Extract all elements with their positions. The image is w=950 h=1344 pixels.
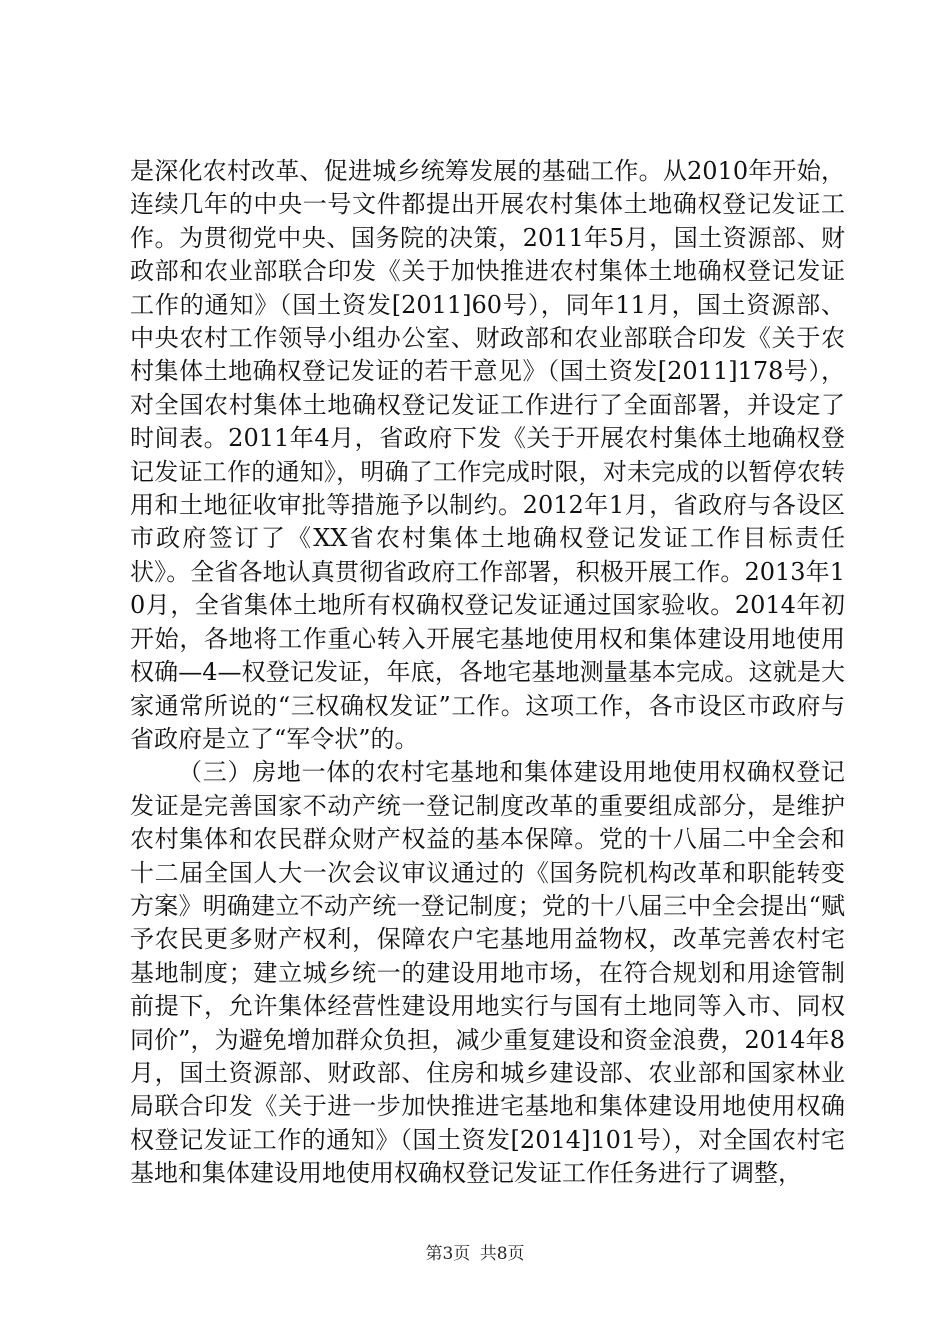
page-footer [0, 1243, 950, 1265]
paragraph-2: （三）房地一体的农村宅基地和集体建设用地使用权确权登记发证是完善国家不动产统一登记制度改革的重要组成部分，是维护农村集体和农民群众财产权益的基本保障。党的十八届二中全会和十二届全国人大一次会议审议通过的《国务院机构改革和职能转变方案》明确建立不动产统一登记制度；党的十八届三中全会提出“赋予农民更多财产权利，保障农户宅基地用益物权，改革完善农村宅基地制度；建立城乡统一的建设用地市场，在符合规划和用途管制前提下，允许集体经营性建设用地实行与国有土地同等入市、同权同价”，为避免增加群众负担，减少重复建设和资金浪费，2014年8月，国土资源部、财政部、住房和城乡建设部、农业部和国家林业局联合印发《关于进一步加快推进宅基地和集体建设用地使用权确权登记发证工作的通知》（国土资发[2014]101号），对全国农村宅基地和集体建设用地使用权确权登记发证工作任务进行了调整， [130, 758, 845, 1188]
document-body [130, 155, 845, 1191]
paragraph-1: 是深化农村改革、促进城乡统筹发展的基础工作。从2010年开始，连续几年的中央一号文件都提出开展农村集体土地确权登记发证工作。为贯彻党中央、国务院的决策，2011年5月，国土资源部、财政部和农业部联合印发《关于加快推进农村集体土地确权登记发证工作的通知》（国土资发[2011]60号），同年11月，国土资源部、中央农村工作领导小组办公室、财政部和农业部联合印发《关于农村集体土地确权登记发证的若干意见》（国土资发[2011]178号），对全国农村集体土地确权登记发证工作进行了全面部署，并设定了时间表。2011年4月，省政府下发《关于开展农村集体土地确权登记发证工作的通知》，明确了工作完成时限，对未完成的以暂停农转用和土地征收审批等措施予以制约。2012年1月，省政府与各设区市政府签订了《XX省农村集体土地确权登记发证工作目标责任状》。全省各地认真贯彻省政府工作部署，积极开展工作。2013年10月，全省集体土地所有权确权登记发证通过国家验收。2014年初开始，各地将工作重心转入开展宅基地使用权和集体建设用地使用权确—4—权登记发证，年底，各地宅基地测量基本完成。这就是大家通常所说的“三权确权发证”工作。这项工作，各市设区市政府与省政府是立了“军令状”的。 [130, 157, 845, 753]
page-number: 第3页 [425, 1244, 471, 1264]
page-total: 共8页 [479, 1244, 525, 1264]
